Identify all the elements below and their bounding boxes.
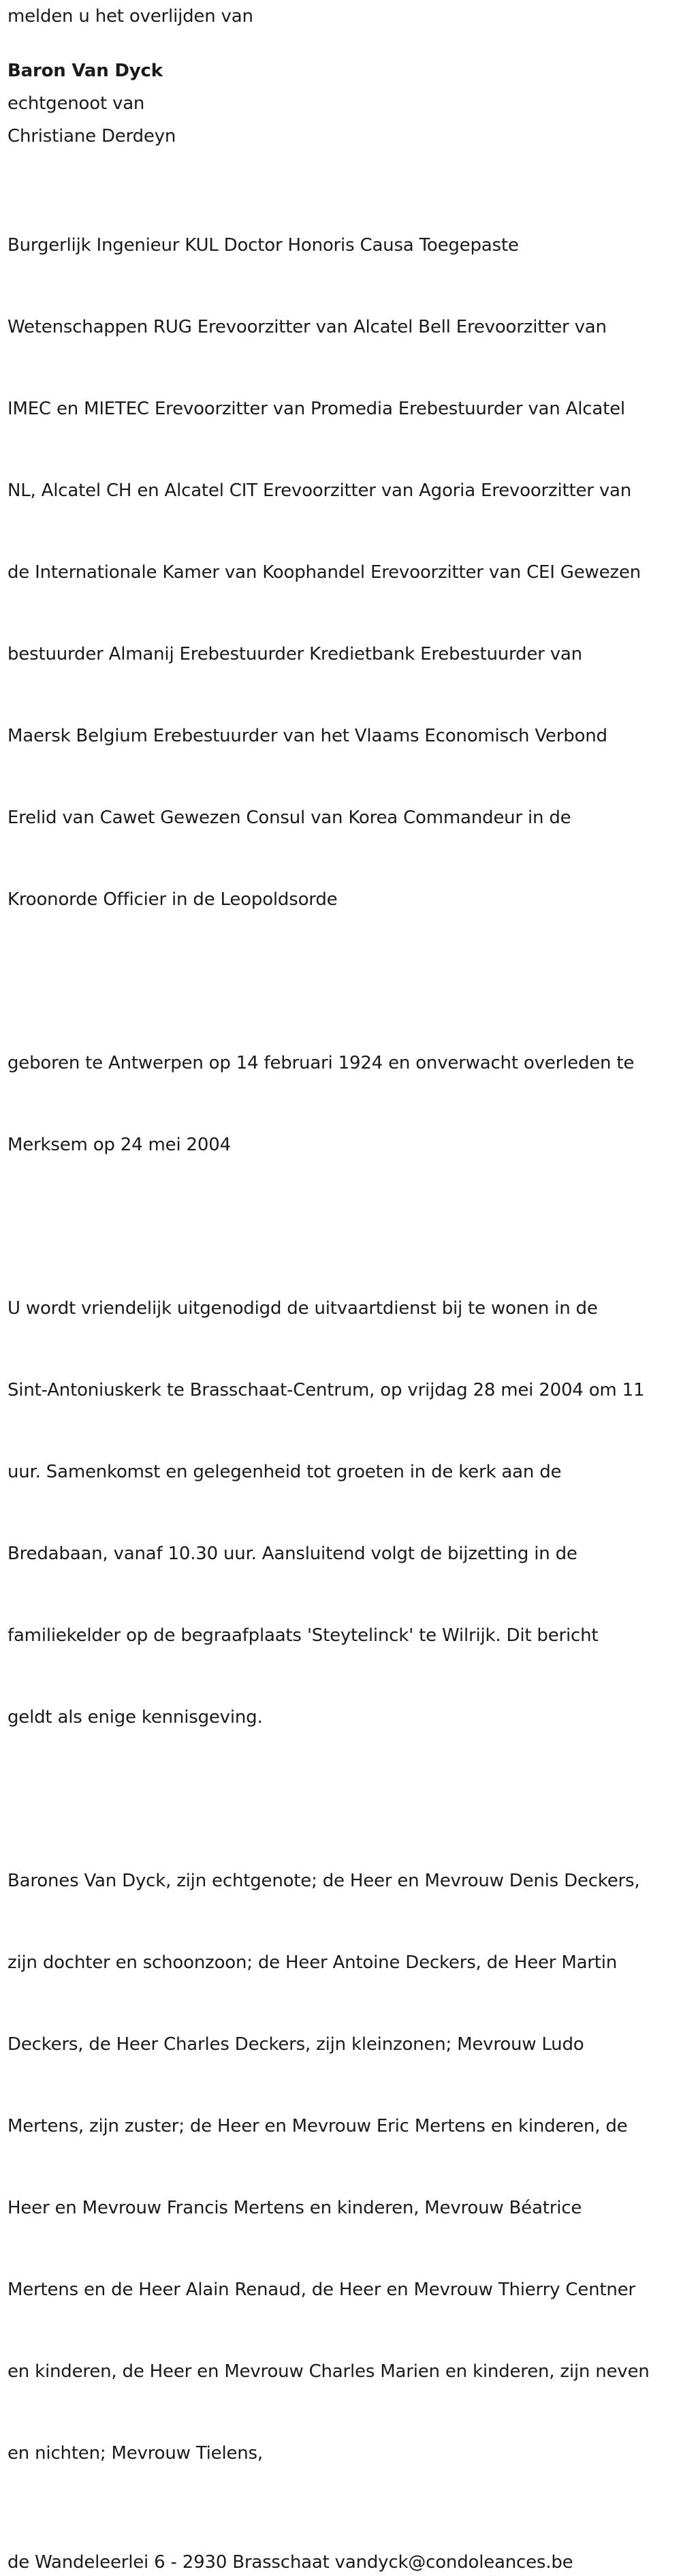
family-line: zijn dochter en schoonzoon; de Heer Antoine Deckers, de Heer Martin <box>7 1952 618 1973</box>
funeral-line: Sint-Antoniuskerk te Brasschaat-Centrum, op vrijdag 28 mei 2004 om 11 <box>7 1380 645 1400</box>
family-paragraph <box>7 1813 675 2521</box>
titles-line: Maersk Belgium Erebestuurder van het Vlaams Economisch Verbond <box>7 726 607 746</box>
spouse-name: Christiane Derdeyn <box>7 126 176 147</box>
titles-line: de Internationale Kamer van Koophandel Erevoorzitter van CEI Gewezen <box>7 562 641 583</box>
deceased-name: Baron Van Dyck <box>7 61 163 81</box>
funeral-line: familiekelder op de begraafplaats 'Steytelinck' te Wilrijk. Dit bericht <box>7 1625 599 1646</box>
titles-paragraph <box>7 177 675 968</box>
titles-line: Kroonorde Officier in de Leopoldsorde <box>7 889 338 910</box>
titles-line: Burgerlijk Ingenieur KUL Doctor Honoris Causa Toegepaste <box>7 235 519 256</box>
titles-line: Wetenschappen RUG Erevoorzitter van Alcatel Bell Erevoorzitter van <box>7 317 607 337</box>
family-line: Mertens en de Heer Alain Renaud, de Heer en Mevrouw Thierry Centner <box>7 2280 635 2300</box>
funeral-line: Bredabaan, vanaf 10.30 uur. Aansluitend volgt de bijzetting in de <box>7 1544 577 1564</box>
family-line: Mertens, zijn zuster; de Heer en Mevrouw Eric Mertens en kinderen, de <box>7 2116 628 2136</box>
birth-death-line: Merksem op 24 mei 2004 <box>7 1135 231 1155</box>
family-line: Barones Van Dyck, zijn echtgenote; de Heer en Mevrouw Denis Deckers, <box>7 1871 640 1891</box>
intro-text: melden u het overlijden van <box>7 6 253 27</box>
family-line: Heer en Mevrouw Francis Mertens en kinderen, Mevrouw Béatrice <box>7 2198 582 2218</box>
birth-death-line: geboren te Antwerpen op 14 februari 1924 en onverwacht overleden te <box>7 1053 635 1073</box>
obituary-document <box>7 3 675 2576</box>
titles-line: IMEC en MIETEC Erevoorzitter van Promedia Erebestuurder van Alcatel <box>7 399 625 419</box>
family-line: en kinderen, de Heer en Mevrouw Charles Marien en kinderen, zijn neven <box>7 2361 650 2382</box>
spouse-label: echtgenoot van <box>7 93 145 114</box>
funeral-line: U wordt vriendelijk uitgenodigd de uitvaartdienst bij te wonen in de <box>7 1298 598 1319</box>
titles-line: NL, Alcatel CH en Alcatel CIT Erevoorzitter van Agoria Erevoorzitter van <box>7 480 632 501</box>
funeral-paragraph <box>7 1240 675 1785</box>
funeral-line: geldt als enige kennisgeving. <box>7 1707 263 1728</box>
family-line: Deckers, de Heer Charles Deckers, zijn kleinzonen; Mevrouw Ludo <box>7 2034 584 2055</box>
titles-line: bestuurder Almanij Erebestuurder Kredietbank Erebestuurder van <box>7 644 582 664</box>
address-line: de Wandeleerlei 6 - 2930 Brasschaat vandyck@condoleances.be <box>7 2552 573 2573</box>
funeral-line: uur. Samenkomst en gelegenheid tot groeten in de kerk aan de <box>7 1462 562 1482</box>
birth-death-paragraph <box>7 995 675 1213</box>
family-line: en nichten; Mevrouw Tielens, <box>7 2443 263 2464</box>
titles-line: Erelid van Cawet Gewezen Consul van Korea Commandeur in de <box>7 808 571 828</box>
